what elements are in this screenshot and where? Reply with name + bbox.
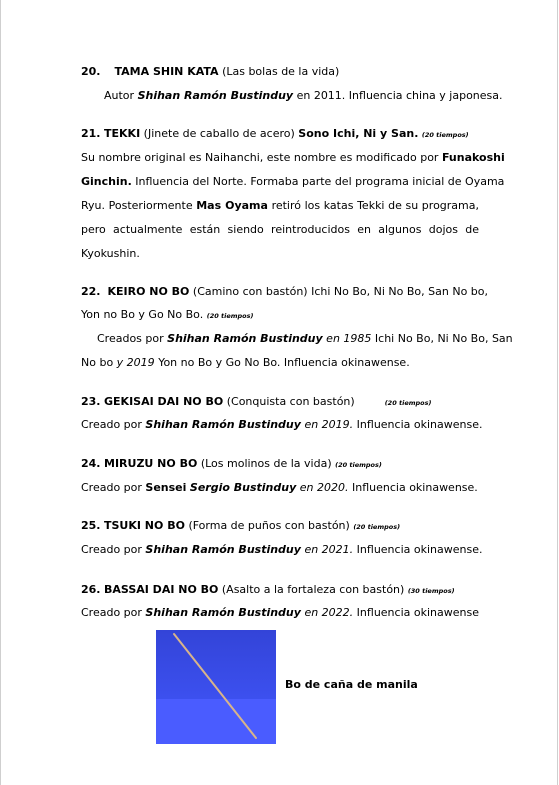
- kata-number: 24.: [81, 457, 101, 470]
- kata-meaning: (Las bolas de la vida): [222, 65, 340, 78]
- author-name: Shihan Ramón Bustinduy: [137, 89, 294, 102]
- tiempos-note: (30 tiempos): [407, 587, 455, 595]
- kata-meaning: (Conquista con bastón): [226, 395, 355, 408]
- kata-name: BASSAI DAI NO BO: [104, 583, 219, 596]
- bo-staff-photo: [156, 630, 276, 744]
- kata-meaning: (Camino con bastón): [192, 285, 308, 298]
- kata-name: TAMA SHIN KATA: [114, 65, 219, 78]
- kata-26-title: [81, 583, 455, 598]
- kata-21-desc-line-2: Ginchin. Influencia del Norte. Formaba parte del programa inicial de Oyama: [81, 175, 505, 188]
- kata-23-creado-line: Creado por Shihan Ramón Bustinduy en 2019. Influencia okinawense.: [81, 418, 483, 431]
- kata-name: GEKISAI DAI NO BO: [104, 395, 224, 408]
- kata-25-creado-line: Creado por Shihan Ramón Bustinduy en 2021. Influencia okinawense.: [81, 543, 483, 556]
- tiempos-note: (20 tiempos): [353, 523, 401, 531]
- kata-21-title: [81, 127, 469, 142]
- photo-background-bottom: [156, 699, 276, 744]
- kata-22-creado-line-1: Creados por Shihan Ramón Bustinduy en 1985 Ichi No Bo, Ni No Bo, San: [97, 332, 513, 345]
- kata-20-author-line: Autor Shihan Ramón Bustinduy en 2011. Influencia china y japonesa.: [104, 89, 503, 102]
- kata-21-desc-line-4: pero actualmente están siendo reintroducidos en algunos dojos de: [81, 223, 479, 236]
- kata-meaning: (Forma de puños con bastón): [188, 519, 350, 532]
- kata-meaning: (Jinete de caballo de acero): [143, 127, 295, 140]
- kata-name: TSUKI NO BO: [104, 519, 185, 532]
- kata-number: 25.: [81, 519, 101, 532]
- kata-number: 21.: [81, 127, 101, 140]
- kata-22-title: [81, 285, 488, 299]
- kata-meaning: (Asalto a la fortaleza con bastón): [221, 583, 405, 596]
- kata-name: KEIRO NO BO: [107, 285, 190, 298]
- kata-number: 26.: [81, 583, 101, 596]
- kata-number: 23.: [81, 395, 101, 408]
- kata-26-creado-line: Creado por Shihan Ramón Bustinduy en 2022. Influencia okinawense: [81, 606, 479, 619]
- tiempos-note: (20 tiempos): [421, 131, 469, 139]
- author-name: Shihan Ramón Bustinduy: [145, 418, 301, 431]
- kata-24-creado-line: Creado por Sensei Sergio Bustinduy en 2020. Influencia okinawense.: [81, 481, 478, 494]
- kata-25-title: [81, 519, 400, 534]
- author-name: Shihan Ramón Bustinduy: [167, 332, 323, 345]
- kata-22-variants-line: Yon no Bo y Go No Bo. (20 tiempos): [81, 308, 254, 321]
- kata-21-desc-line-5: Kyokushin.: [81, 247, 140, 260]
- author-name: Shihan Ramón Bustinduy: [145, 606, 301, 619]
- photo-caption: Bo de caña de manila: [285, 678, 418, 691]
- kata-variants: Sono Ichi, Ni y San.: [298, 127, 419, 140]
- kata-20-title: [81, 65, 339, 79]
- page-border-left: [0, 0, 1, 785]
- author-name: Shihan Ramón Bustinduy: [145, 543, 301, 556]
- kata-number: 20.: [81, 65, 101, 78]
- kata-21-desc-line-1: Su nombre original es Naihanchi, este nombre es modificado por Funakoshi: [81, 151, 505, 164]
- kata-21-desc-line-3: Ryu. Posteriormente Mas Oyama retiró los katas Tekki de su programa,: [81, 199, 479, 212]
- kata-number: 22.: [81, 285, 101, 298]
- page-border-right: [557, 0, 558, 785]
- kata-name: TEKKI: [104, 127, 141, 140]
- tiempos-note: (20 tiempos): [335, 461, 382, 469]
- kata-23-title: [81, 395, 431, 410]
- tiempos-note: (20 tiempos): [384, 399, 432, 407]
- kata-24-title: [81, 457, 382, 472]
- kata-name: MIRUZU NO BO: [104, 457, 198, 470]
- tiempos-note: (20 tiempos): [206, 312, 254, 320]
- kata-variants: Ichi No Bo, Ni No Bo, San No bo,: [311, 285, 489, 298]
- kata-meaning: (Los molinos de la vida): [200, 457, 332, 470]
- author-name: Sergio Bustinduy: [189, 481, 297, 494]
- kata-22-creado-line-2: No bo y 2019 Yon no Bo y Go No Bo. Influencia okinawense.: [81, 356, 410, 369]
